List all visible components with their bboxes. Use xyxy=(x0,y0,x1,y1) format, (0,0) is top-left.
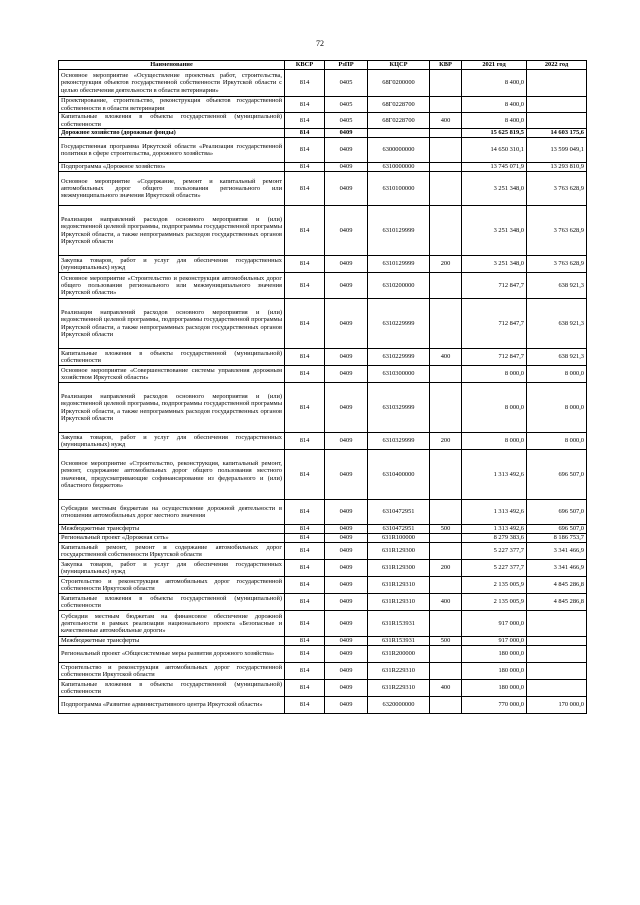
row-kcsr: 6310400000 xyxy=(368,450,430,500)
row-kvr: 200 xyxy=(430,433,462,450)
row-2021: 180 000,0 xyxy=(462,680,527,697)
row-kvr xyxy=(430,611,462,637)
row-name: Подпрограмма «Развитие административного центра Иркутской области» xyxy=(59,697,285,714)
table-row xyxy=(59,299,587,349)
row-name: Региональный проект «Общесистемные меры развития дорожного хозяйства» xyxy=(59,646,285,663)
row-kvsr: 814 xyxy=(285,543,325,560)
row-kcsr: 6310200000 xyxy=(368,273,430,299)
row-kcsr: 68Г0228700 xyxy=(368,97,430,113)
table-row xyxy=(59,543,587,560)
row-name: Капитальный ремонт, ремонт и содержание автомобильных дорог государственной собственности Иркутской области xyxy=(59,543,285,560)
row-2022: 3 763 628,9 xyxy=(527,206,587,256)
row-2022: 8 000,0 xyxy=(527,366,587,383)
row-2022: 8 000,0 xyxy=(527,433,587,450)
row-2022: 638 921,3 xyxy=(527,299,587,349)
row-2022 xyxy=(527,113,587,129)
row-kcsr: 631R129300 xyxy=(368,543,430,560)
row-kvr: 500 xyxy=(430,637,462,646)
row-kvr xyxy=(430,97,462,113)
row-2021: 5 227 377,7 xyxy=(462,543,527,560)
row-2021: 1 313 492,6 xyxy=(462,450,527,500)
row-kvr: 200 xyxy=(430,560,462,577)
table-row xyxy=(59,680,587,697)
row-2021: 8 279 383,6 xyxy=(462,534,527,543)
row-kvsr: 814 xyxy=(285,450,325,500)
row-rzpr: 0409 xyxy=(325,611,368,637)
row-kvr xyxy=(430,70,462,97)
row-kvsr: 814 xyxy=(285,129,325,138)
row-2021: 1 313 492,6 xyxy=(462,500,527,525)
row-2022 xyxy=(527,646,587,663)
table-row xyxy=(59,129,587,138)
row-name: Дорожное хозяйство (дорожные фонды) xyxy=(59,129,285,138)
row-rzpr: 0409 xyxy=(325,697,368,714)
row-kvsr: 814 xyxy=(285,206,325,256)
row-2022: 638 921,3 xyxy=(527,273,587,299)
table-row xyxy=(59,594,587,611)
row-kvr xyxy=(430,663,462,680)
row-2022: 3 341 466,9 xyxy=(527,543,587,560)
table-row xyxy=(59,349,587,366)
row-2022: 638 921,3 xyxy=(527,349,587,366)
row-name: Основное мероприятие «Совершенствование системы управления дорожным хозяйством Иркутской области» xyxy=(59,366,285,383)
row-rzpr: 0409 xyxy=(325,525,368,534)
row-kcsr: 631R153931 xyxy=(368,637,430,646)
row-rzpr: 0409 xyxy=(325,383,368,433)
row-name: Закупка товаров, работ и услуг для обеспечения государственных (муниципальных) нужд xyxy=(59,256,285,273)
header-rzpr: РзПР xyxy=(325,61,368,70)
row-kvr xyxy=(430,383,462,433)
row-kcsr: 68Г0228700 xyxy=(368,113,430,129)
row-rzpr: 0409 xyxy=(325,637,368,646)
row-kvsr: 814 xyxy=(285,273,325,299)
row-2021: 180 000,0 xyxy=(462,646,527,663)
row-rzpr: 0409 xyxy=(325,450,368,500)
row-kvsr: 814 xyxy=(285,256,325,273)
row-name: Реализация направлений расходов основного мероприятия и (или) ведомственной целевой программы, подпрограммы государственной программы Иркутской области, а также непрограммных расходов государственных органов Иркутской области xyxy=(59,383,285,433)
row-kcsr: 6310129999 xyxy=(368,256,430,273)
table-header-row xyxy=(59,61,587,70)
row-kcsr: 631R100000 xyxy=(368,534,430,543)
row-2022: 696 507,0 xyxy=(527,450,587,500)
row-kvr: 500 xyxy=(430,525,462,534)
row-2021: 5 227 377,7 xyxy=(462,560,527,577)
row-kvr xyxy=(430,163,462,172)
row-name: Реализация направлений расходов основного мероприятия и (или) ведомственной целевой программы, подпрограммы государственной программы Иркутской области, а также непрограммных расходов государственных органов Иркутской области xyxy=(59,206,285,256)
row-rzpr: 0409 xyxy=(325,138,368,163)
row-rzpr: 0405 xyxy=(325,97,368,113)
table-row xyxy=(59,366,587,383)
row-name: Основное мероприятие «Содержание, ремонт и капитальный ремонт автомобильных дорог общего пользования регионального или межмуниципального значения Иркутской области» xyxy=(59,172,285,206)
row-kvr xyxy=(430,129,462,138)
row-2021: 770 000,0 xyxy=(462,697,527,714)
table-row xyxy=(59,697,587,714)
row-kcsr: 6310000000 xyxy=(368,163,430,172)
row-2021: 15 625 819,5 xyxy=(462,129,527,138)
row-kcsr: 631R200000 xyxy=(368,646,430,663)
row-2022: 8 000,0 xyxy=(527,383,587,433)
table-row xyxy=(59,256,587,273)
row-2022: 13 293 810,9 xyxy=(527,163,587,172)
row-kcsr: 6310129999 xyxy=(368,206,430,256)
row-kvsr: 814 xyxy=(285,525,325,534)
row-kvr xyxy=(430,500,462,525)
row-rzpr: 0409 xyxy=(325,663,368,680)
row-2021: 3 251 348,0 xyxy=(462,256,527,273)
row-name: Строительство и реконструкция автомобильных дорог государственной собственности Иркутской области xyxy=(59,577,285,594)
table-row xyxy=(59,163,587,172)
row-2022: 3 341 466,9 xyxy=(527,560,587,577)
row-name: Проектирование, строительство, реконструкция объектов государственной собственности в области ветеринарии xyxy=(59,97,285,113)
row-name: Реализация направлений расходов основного мероприятия и (или) ведомственной целевой программы, подпрограммы государственной программы Иркутской области, а также непрограммных расходов государственных органов Иркутской области xyxy=(59,299,285,349)
row-kcsr: 6300000000 xyxy=(368,138,430,163)
row-kcsr: 6310229999 xyxy=(368,299,430,349)
row-name: Капитальные вложения в объекты государственной (муниципальной) собственности xyxy=(59,113,285,129)
row-kvr: 400 xyxy=(430,680,462,697)
header-kvr: КВР xyxy=(430,61,462,70)
table-row xyxy=(59,646,587,663)
row-kvsr: 814 xyxy=(285,697,325,714)
table-row xyxy=(59,663,587,680)
row-2021: 8 000,0 xyxy=(462,433,527,450)
header-kvsr: КВСР xyxy=(285,61,325,70)
row-2021: 3 251 348,0 xyxy=(462,206,527,256)
row-rzpr: 0409 xyxy=(325,206,368,256)
table-row xyxy=(59,500,587,525)
row-kvr xyxy=(430,543,462,560)
row-kvr xyxy=(430,206,462,256)
row-kvr: 400 xyxy=(430,594,462,611)
row-kvr xyxy=(430,534,462,543)
table-row xyxy=(59,172,587,206)
row-2022 xyxy=(527,637,587,646)
row-rzpr: 0409 xyxy=(325,129,368,138)
row-kvr: 400 xyxy=(430,113,462,129)
row-name: Межбюджетные трансферты xyxy=(59,525,285,534)
table-row xyxy=(59,450,587,500)
row-2022: 3 763 628,9 xyxy=(527,256,587,273)
row-kcsr: 6320000000 xyxy=(368,697,430,714)
row-name: Строительство и реконструкция автомобильных дорог государственной собственности Иркутской области xyxy=(59,663,285,680)
table-row xyxy=(59,138,587,163)
table-row xyxy=(59,383,587,433)
table-row xyxy=(59,611,587,637)
row-2022: 3 763 628,9 xyxy=(527,172,587,206)
row-2021: 712 847,7 xyxy=(462,349,527,366)
row-kvr xyxy=(430,299,462,349)
row-2022: 4 845 286,8 xyxy=(527,594,587,611)
row-rzpr: 0409 xyxy=(325,172,368,206)
row-name: Капитальные вложения в объекты государственной (муниципальной) собственности xyxy=(59,594,285,611)
row-name: Закупка товаров, работ и услуг для обеспечения государственных (муниципальных) нужд xyxy=(59,560,285,577)
table-row xyxy=(59,560,587,577)
row-rzpr: 0409 xyxy=(325,680,368,697)
row-2021: 917 000,0 xyxy=(462,611,527,637)
row-rzpr: 0405 xyxy=(325,70,368,97)
row-2021: 2 135 005,9 xyxy=(462,594,527,611)
row-kcsr: 631R129310 xyxy=(368,594,430,611)
row-name: Основное мероприятие «Осуществление проектных работ, строительства, реконструкция объектов государственной собственности Иркутской области с целью обеспечения деятельности в области ветеринарии» xyxy=(59,70,285,97)
row-name: Капитальные вложения в объекты государственной (муниципальной) собственности xyxy=(59,349,285,366)
table-row xyxy=(59,534,587,543)
row-kvr xyxy=(430,172,462,206)
row-kvsr: 814 xyxy=(285,560,325,577)
row-kvsr: 814 xyxy=(285,366,325,383)
row-2021: 8 000,0 xyxy=(462,383,527,433)
table-row xyxy=(59,113,587,129)
row-2021: 1 313 492,6 xyxy=(462,525,527,534)
table-row xyxy=(59,206,587,256)
row-kvsr: 814 xyxy=(285,138,325,163)
row-2022: 14 603 175,6 xyxy=(527,129,587,138)
row-name: Капитальные вложения в объекты государственной (муниципальной) собственности xyxy=(59,680,285,697)
row-2021: 13 745 071,9 xyxy=(462,163,527,172)
header-2022: 2022 год xyxy=(527,61,587,70)
row-rzpr: 0409 xyxy=(325,163,368,172)
row-2022 xyxy=(527,97,587,113)
row-rzpr: 0409 xyxy=(325,646,368,663)
table-row xyxy=(59,70,587,97)
row-kvsr: 814 xyxy=(285,577,325,594)
row-name: Субсидии местным бюджетам на осуществление дорожной деятельности в отношении автомобильных дорог местного значения xyxy=(59,500,285,525)
table-row xyxy=(59,577,587,594)
row-2022 xyxy=(527,680,587,697)
row-rzpr: 0409 xyxy=(325,534,368,543)
row-2022: 170 000,0 xyxy=(527,697,587,714)
row-kvsr: 814 xyxy=(285,70,325,97)
row-kcsr xyxy=(368,129,430,138)
row-kvr: 200 xyxy=(430,256,462,273)
row-kvsr: 814 xyxy=(285,97,325,113)
row-2022: 13 599 049,1 xyxy=(527,138,587,163)
row-2022 xyxy=(527,663,587,680)
row-kvr xyxy=(430,577,462,594)
row-kcsr: 68Г0200000 xyxy=(368,70,430,97)
row-rzpr: 0409 xyxy=(325,594,368,611)
row-kvr xyxy=(430,450,462,500)
row-kcsr: 6310229999 xyxy=(368,349,430,366)
row-kcsr: 631R229310 xyxy=(368,680,430,697)
row-kvr xyxy=(430,646,462,663)
row-kvsr: 814 xyxy=(285,663,325,680)
row-rzpr: 0409 xyxy=(325,299,368,349)
row-kvsr: 814 xyxy=(285,163,325,172)
row-kvr xyxy=(430,138,462,163)
row-name: Субсидии местным бюджетам на финансовое обеспечение дорожной деятельности в рамках реализации национального проекта «Безопасные и качественные автомобильные дороги» xyxy=(59,611,285,637)
row-name: Основное мероприятие «Строительство, реконструкция, капитальный ремонт, ремонт, содержание автомобильных дорог общего пользования местного значения, предусматривающие софинансирование из федерального и (или) областного бюджетов» xyxy=(59,450,285,500)
row-kvsr: 814 xyxy=(285,113,325,129)
row-kvsr: 814 xyxy=(285,534,325,543)
row-name: Региональный проект «Дорожная сеть» xyxy=(59,534,285,543)
row-kvsr: 814 xyxy=(285,680,325,697)
row-kvsr: 814 xyxy=(285,637,325,646)
row-kvsr: 814 xyxy=(285,349,325,366)
row-kvr: 400 xyxy=(430,349,462,366)
table-body xyxy=(59,70,587,714)
row-kcsr: 6310100000 xyxy=(368,172,430,206)
row-2022 xyxy=(527,611,587,637)
row-2021: 3 251 348,0 xyxy=(462,172,527,206)
row-kcsr: 631R153931 xyxy=(368,611,430,637)
row-rzpr: 0409 xyxy=(325,273,368,299)
row-2021: 8 400,0 xyxy=(462,70,527,97)
row-2022: 8 186 753,7 xyxy=(527,534,587,543)
row-2021: 2 135 005,9 xyxy=(462,577,527,594)
row-kvsr: 814 xyxy=(285,646,325,663)
row-name: Межбюджетные трансферты xyxy=(59,637,285,646)
row-kcsr: 6310329999 xyxy=(368,383,430,433)
table-row xyxy=(59,273,587,299)
row-kcsr: 6310472951 xyxy=(368,500,430,525)
row-2021: 917 000,0 xyxy=(462,637,527,646)
row-kcsr: 631R229310 xyxy=(368,663,430,680)
row-2021: 712 847,7 xyxy=(462,273,527,299)
row-2022: 696 507,0 xyxy=(527,525,587,534)
row-kvsr: 814 xyxy=(285,611,325,637)
table-row xyxy=(59,637,587,646)
row-rzpr: 0409 xyxy=(325,349,368,366)
row-2022: 696 507,0 xyxy=(527,500,587,525)
row-kcsr: 631R129300 xyxy=(368,560,430,577)
row-kvsr: 814 xyxy=(285,299,325,349)
row-2021: 8 400,0 xyxy=(462,113,527,129)
row-name: Подпрограмма «Дорожное хозяйство» xyxy=(59,163,285,172)
row-kvr xyxy=(430,273,462,299)
row-name: Закупка товаров, работ и услуг для обеспечения государственных (муниципальных) нужд xyxy=(59,433,285,450)
row-name: Государственная программа Иркутской области «Реализация государственной политики в сфере строительства, дорожного хозяйства» xyxy=(59,138,285,163)
row-2022: 4 845 286,8 xyxy=(527,577,587,594)
row-kcsr: 6310472951 xyxy=(368,525,430,534)
row-rzpr: 0409 xyxy=(325,500,368,525)
row-name: Основное мероприятие «Строительство и реконструкция автомобильных дорог общего пользования регионального или межмуниципального значения Иркутской области» xyxy=(59,273,285,299)
page-number: 72 xyxy=(316,39,324,48)
row-rzpr: 0409 xyxy=(325,543,368,560)
row-2022 xyxy=(527,70,587,97)
row-2021: 712 847,7 xyxy=(462,299,527,349)
row-2021: 14 650 310,1 xyxy=(462,138,527,163)
row-kvsr: 814 xyxy=(285,433,325,450)
row-rzpr: 0409 xyxy=(325,560,368,577)
row-2021: 8 400,0 xyxy=(462,97,527,113)
row-kcsr: 631R129310 xyxy=(368,577,430,594)
row-2021: 180 000,0 xyxy=(462,663,527,680)
row-rzpr: 0405 xyxy=(325,113,368,129)
row-kcsr: 6310329999 xyxy=(368,433,430,450)
row-rzpr: 0409 xyxy=(325,577,368,594)
row-kvsr: 814 xyxy=(285,172,325,206)
row-2021: 8 000,0 xyxy=(462,366,527,383)
row-rzpr: 0409 xyxy=(325,256,368,273)
table-row xyxy=(59,433,587,450)
row-kvr xyxy=(430,366,462,383)
header-kcsr: КЦСР xyxy=(368,61,430,70)
row-kvsr: 814 xyxy=(285,383,325,433)
table-row xyxy=(59,97,587,113)
row-rzpr: 0409 xyxy=(325,366,368,383)
row-kvsr: 814 xyxy=(285,500,325,525)
header-2021: 2021 год xyxy=(462,61,527,70)
row-kvr xyxy=(430,697,462,714)
header-name: Наименование xyxy=(59,61,285,70)
row-kvsr: 814 xyxy=(285,594,325,611)
row-rzpr: 0409 xyxy=(325,433,368,450)
table-row xyxy=(59,525,587,534)
budget-table xyxy=(58,60,587,714)
row-kcsr: 6310300000 xyxy=(368,366,430,383)
